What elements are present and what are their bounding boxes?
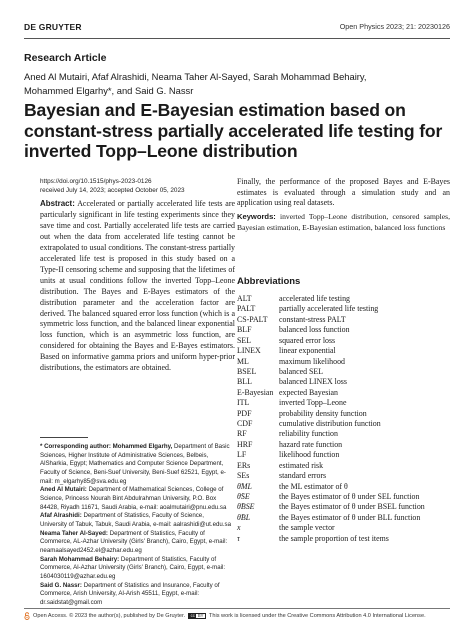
keywords-text: inverted Topp–Leone distribution, censored samples, Bayesian estimation, E-Bayesian estimation, balanced loss functions [237, 212, 450, 232]
abbreviation-term: ALT [237, 294, 252, 303]
abbreviation-term: CS-PALT [237, 314, 268, 324]
abbreviation-definition: squared error loss [279, 335, 336, 345]
abbreviation-definition: the ML estimator of θ [279, 481, 348, 491]
abbreviation-definition: balanced SEL [279, 366, 324, 376]
affiliation-text: Department of Statistics, Faculty of Commerce, AL-Azhar University (Girls' Branch), Cairo, Egypt, e-mail: neamaalsayed2452.el@azhar.edu.eg [40, 529, 228, 554]
article-title: Bayesian and E-Bayesian estimation based on constant-stress partially accelerated life testing for inverted Topp–Leone distribution [24, 100, 443, 161]
abstract [40, 199, 235, 374]
abbreviation-definition: the Bayes estimator of θ under BLL function [279, 512, 421, 522]
abbreviation-term: ERs [237, 460, 251, 470]
cc-badge-right: BY [197, 613, 204, 618]
abbreviation-definition: estimated risk [279, 460, 324, 470]
keywords-label: Keywords: [237, 212, 276, 221]
page-header [24, 22, 450, 36]
abbreviation-term: E-Bayesian [237, 387, 274, 397]
abbreviation-row [237, 429, 450, 439]
abbreviation-definition: accelerated life testing [279, 294, 350, 303]
abbreviation-definition: maximum likelihood [279, 356, 345, 366]
author-affiliation [40, 486, 232, 512]
author-affiliation [40, 556, 232, 582]
abstract-label: Abstract: [40, 199, 75, 208]
affiliation-author: Aned Al Mutairi: [40, 486, 87, 494]
abbreviation-term: ML [237, 356, 249, 366]
publisher-name: DE GRUYTER [24, 22, 82, 32]
abbreviation-row [237, 492, 450, 502]
abbreviation-row [237, 523, 450, 533]
abbreviation-row [237, 346, 450, 356]
abbreviation-row [237, 502, 450, 512]
abbreviation-definition: the Bayes estimator of θ under SEL function [279, 492, 420, 502]
author-affiliation [40, 582, 232, 608]
abbreviation-definition: probability density function [279, 408, 367, 418]
affiliation-author: Said G. Nassr: [40, 581, 82, 589]
copyright-text: Open Access. © 2023 the author(s), published by De Gruyter. [33, 613, 186, 619]
abbreviation-row [237, 534, 450, 544]
abbreviation-definition: expected Bayesian [279, 387, 338, 397]
abbreviation-row [237, 461, 450, 471]
abbreviation-definition: partially accelerated life testing [279, 304, 379, 314]
abbreviation-definition: linear exponential [279, 346, 336, 356]
abbreviation-row [237, 336, 450, 346]
abbreviation-definition: inverted Topp–Leone [279, 398, 347, 408]
affiliation-text: Department of Statistics, Faculty of Science, University of Tabuk, Tabuk, Saudi Arabia, e-mail: aalrashidi@ut.edu.sa [40, 512, 232, 528]
abbreviation-term: θ̂ML [237, 481, 252, 491]
footer-divider [24, 608, 450, 609]
abbreviation-row [237, 440, 450, 450]
abbreviation-definition: constant-stress PALT [279, 314, 346, 324]
footnote-divider [40, 437, 88, 438]
affiliation-text: Department of Mathematical Sciences, College of Science, Princess Nourah Bint Abdulrahman University, P.O. Box 84428, Riyadh 11671, Saudi Arabia, e-mail: aoalmutairi@pnu.edu.sa [40, 486, 227, 511]
abbreviation-row [237, 304, 450, 314]
abbreviation-row [237, 482, 450, 492]
abbreviation-row [237, 367, 450, 377]
abbreviation-term: BSEL [237, 366, 257, 376]
abbreviation-term: θ̂BL [237, 512, 251, 522]
abbreviation-term: ITL [237, 398, 250, 408]
abbreviation-row [237, 388, 450, 398]
header-divider [24, 38, 450, 39]
abbreviation-term: HRF [237, 439, 253, 449]
keywords [237, 212, 450, 233]
journal-citation: Open Physics 2023; 21: 20230126 [339, 22, 450, 31]
abbreviation-definition: standard errors [279, 471, 327, 481]
affiliation-author: Sarah Mohammad Behairy: [40, 555, 120, 563]
received-date: received July 14, 2023; accepted October 05, 2023 [40, 187, 185, 194]
author-line: Mohammed Elgarhy*, and Said G. Nassr [24, 85, 194, 96]
abbreviation-definition: balanced LINEX loss [279, 377, 347, 387]
article-meta [40, 177, 250, 195]
abbreviation-row [237, 357, 450, 367]
cc-by-badge[interactable] [188, 613, 206, 620]
abbreviation-term: RF [237, 429, 247, 439]
author-list [24, 70, 444, 98]
abbreviation-definition: hazard rate function [279, 439, 343, 449]
abbreviation-term: PALT [237, 304, 256, 314]
abbreviation-term: LINEX [237, 346, 261, 356]
abbreviation-definition: balanced loss function [279, 325, 350, 335]
abbreviation-row [237, 471, 450, 481]
author-line: Aned Al Mutairi, Afaf Alrashidi, Neama Taher Al-Sayed, Sarah Mohammad Behairy, [24, 71, 367, 82]
abbreviation-term: PDF [237, 408, 252, 418]
abbreviation-row [237, 325, 450, 335]
abbreviation-definition: the sample proportion of test items [279, 533, 389, 543]
affiliation-author: * Corresponding author: Mohammed Elgarhy, [40, 443, 173, 450]
page-footer [24, 612, 454, 620]
license-text: This work is licensed under the Creative Commons Attribution 4.0 International License. [208, 613, 426, 619]
cc-badge-left: cc [190, 613, 195, 618]
abbreviation-term: θ̂SE [237, 492, 250, 502]
article-type: Research Article [24, 52, 107, 64]
abbreviation-row [237, 513, 450, 523]
open-access-icon [24, 612, 30, 620]
abbreviation-row [237, 450, 450, 460]
abbreviation-definition: cumulative distribution function [279, 419, 381, 429]
abbreviation-row [237, 377, 450, 387]
abbreviation-term: τ [237, 533, 240, 543]
affiliation-author: Neama Taher Al-Sayed: [40, 529, 108, 537]
abbreviations-heading: Abbreviations [237, 276, 301, 287]
abbreviation-term: BLL [237, 377, 252, 387]
author-affiliation [40, 530, 232, 556]
abbreviation-term: SEs [237, 471, 250, 481]
abbreviation-term: LF [237, 450, 247, 460]
author-footnotes [40, 443, 232, 607]
abbreviation-row [237, 294, 450, 304]
abbreviations-list [237, 294, 450, 544]
abbreviation-definition: the Bayes estimator of θ under BSEL function [279, 502, 425, 512]
doi-link[interactable]: https://doi.org/10.1515/phys-2023-0126 [40, 178, 152, 185]
abbreviation-term: θ̂BSE [237, 502, 255, 512]
author-affiliation [40, 512, 232, 529]
abbreviation-definition: the sample vector [279, 523, 335, 533]
abbreviation-term: BLF [237, 325, 252, 335]
abbreviation-row [237, 409, 450, 419]
abbreviation-row [237, 398, 450, 408]
abstract-continued: Finally, the performance of the proposed Bayes and E-Bayes estimates is evaluated through a simulation study and an application using real datasets. [237, 177, 450, 208]
abstract-text: Accelerated or partially accelerated life tests are particularly significant in life testing experiments since they save time and cost. Partially accelerated life tests are carried out when the data from accelerated life testing cannot be extrapolated to usual conditions. The constant-stress partially accelerated life test is proposed in this study based on a Type-II censoring scheme and supposing that the lifetimes of units at usual conditions follow the inverted Topp–Leone distribution. The Bayes and E-Bayes estimators of the distribution parameter and the acceleration factor are derived. The balanced squared error loss function (which is a symmetric loss function, and the balanced linear exponential loss function, which is an asymmetric loss function, are considered for obtaining the Bayes and E-Bayes estimators. Based on informative gamma priors and uniform hyper-prior distributions, the estimators are obtained. [40, 199, 235, 373]
abbreviation-term: SEL [237, 335, 252, 345]
abbreviation-row [237, 419, 450, 429]
author-affiliation [40, 443, 232, 486]
abbreviation-row [237, 315, 450, 325]
affiliation-text: Department of Basic Sciences, Higher Institute of Administrative Sciences, Belbeis, AlSharkia, Egypt; Mathematics and Computer Science Department, Faculty of Science, Beni-Suef University, Beni-Suef 62521, Egypt, e-mail: m_elgarhy85@sva.edu.eg [40, 443, 230, 485]
affiliation-text: Department of Statistics, Faculty of Commerce, Al-Azhar University (Girls' Branch), Cairo, Egypt, e-mail: 1604030119@azhar.edu.eg [40, 555, 226, 580]
affiliation-author: Afaf Alrashidi: [40, 512, 82, 520]
abbreviation-definition: reliability function [279, 429, 338, 439]
affiliation-text: Department of Statistics and Insurance, Faculty of Commerce, Arish University, Al-Arish 45511, Egypt, e-mail: dr.saidstat@gmail.com [40, 581, 220, 606]
abbreviation-term: x [237, 523, 241, 533]
abbreviation-term: CDF [237, 419, 253, 429]
abbreviation-definition: likelihood function [279, 450, 340, 460]
